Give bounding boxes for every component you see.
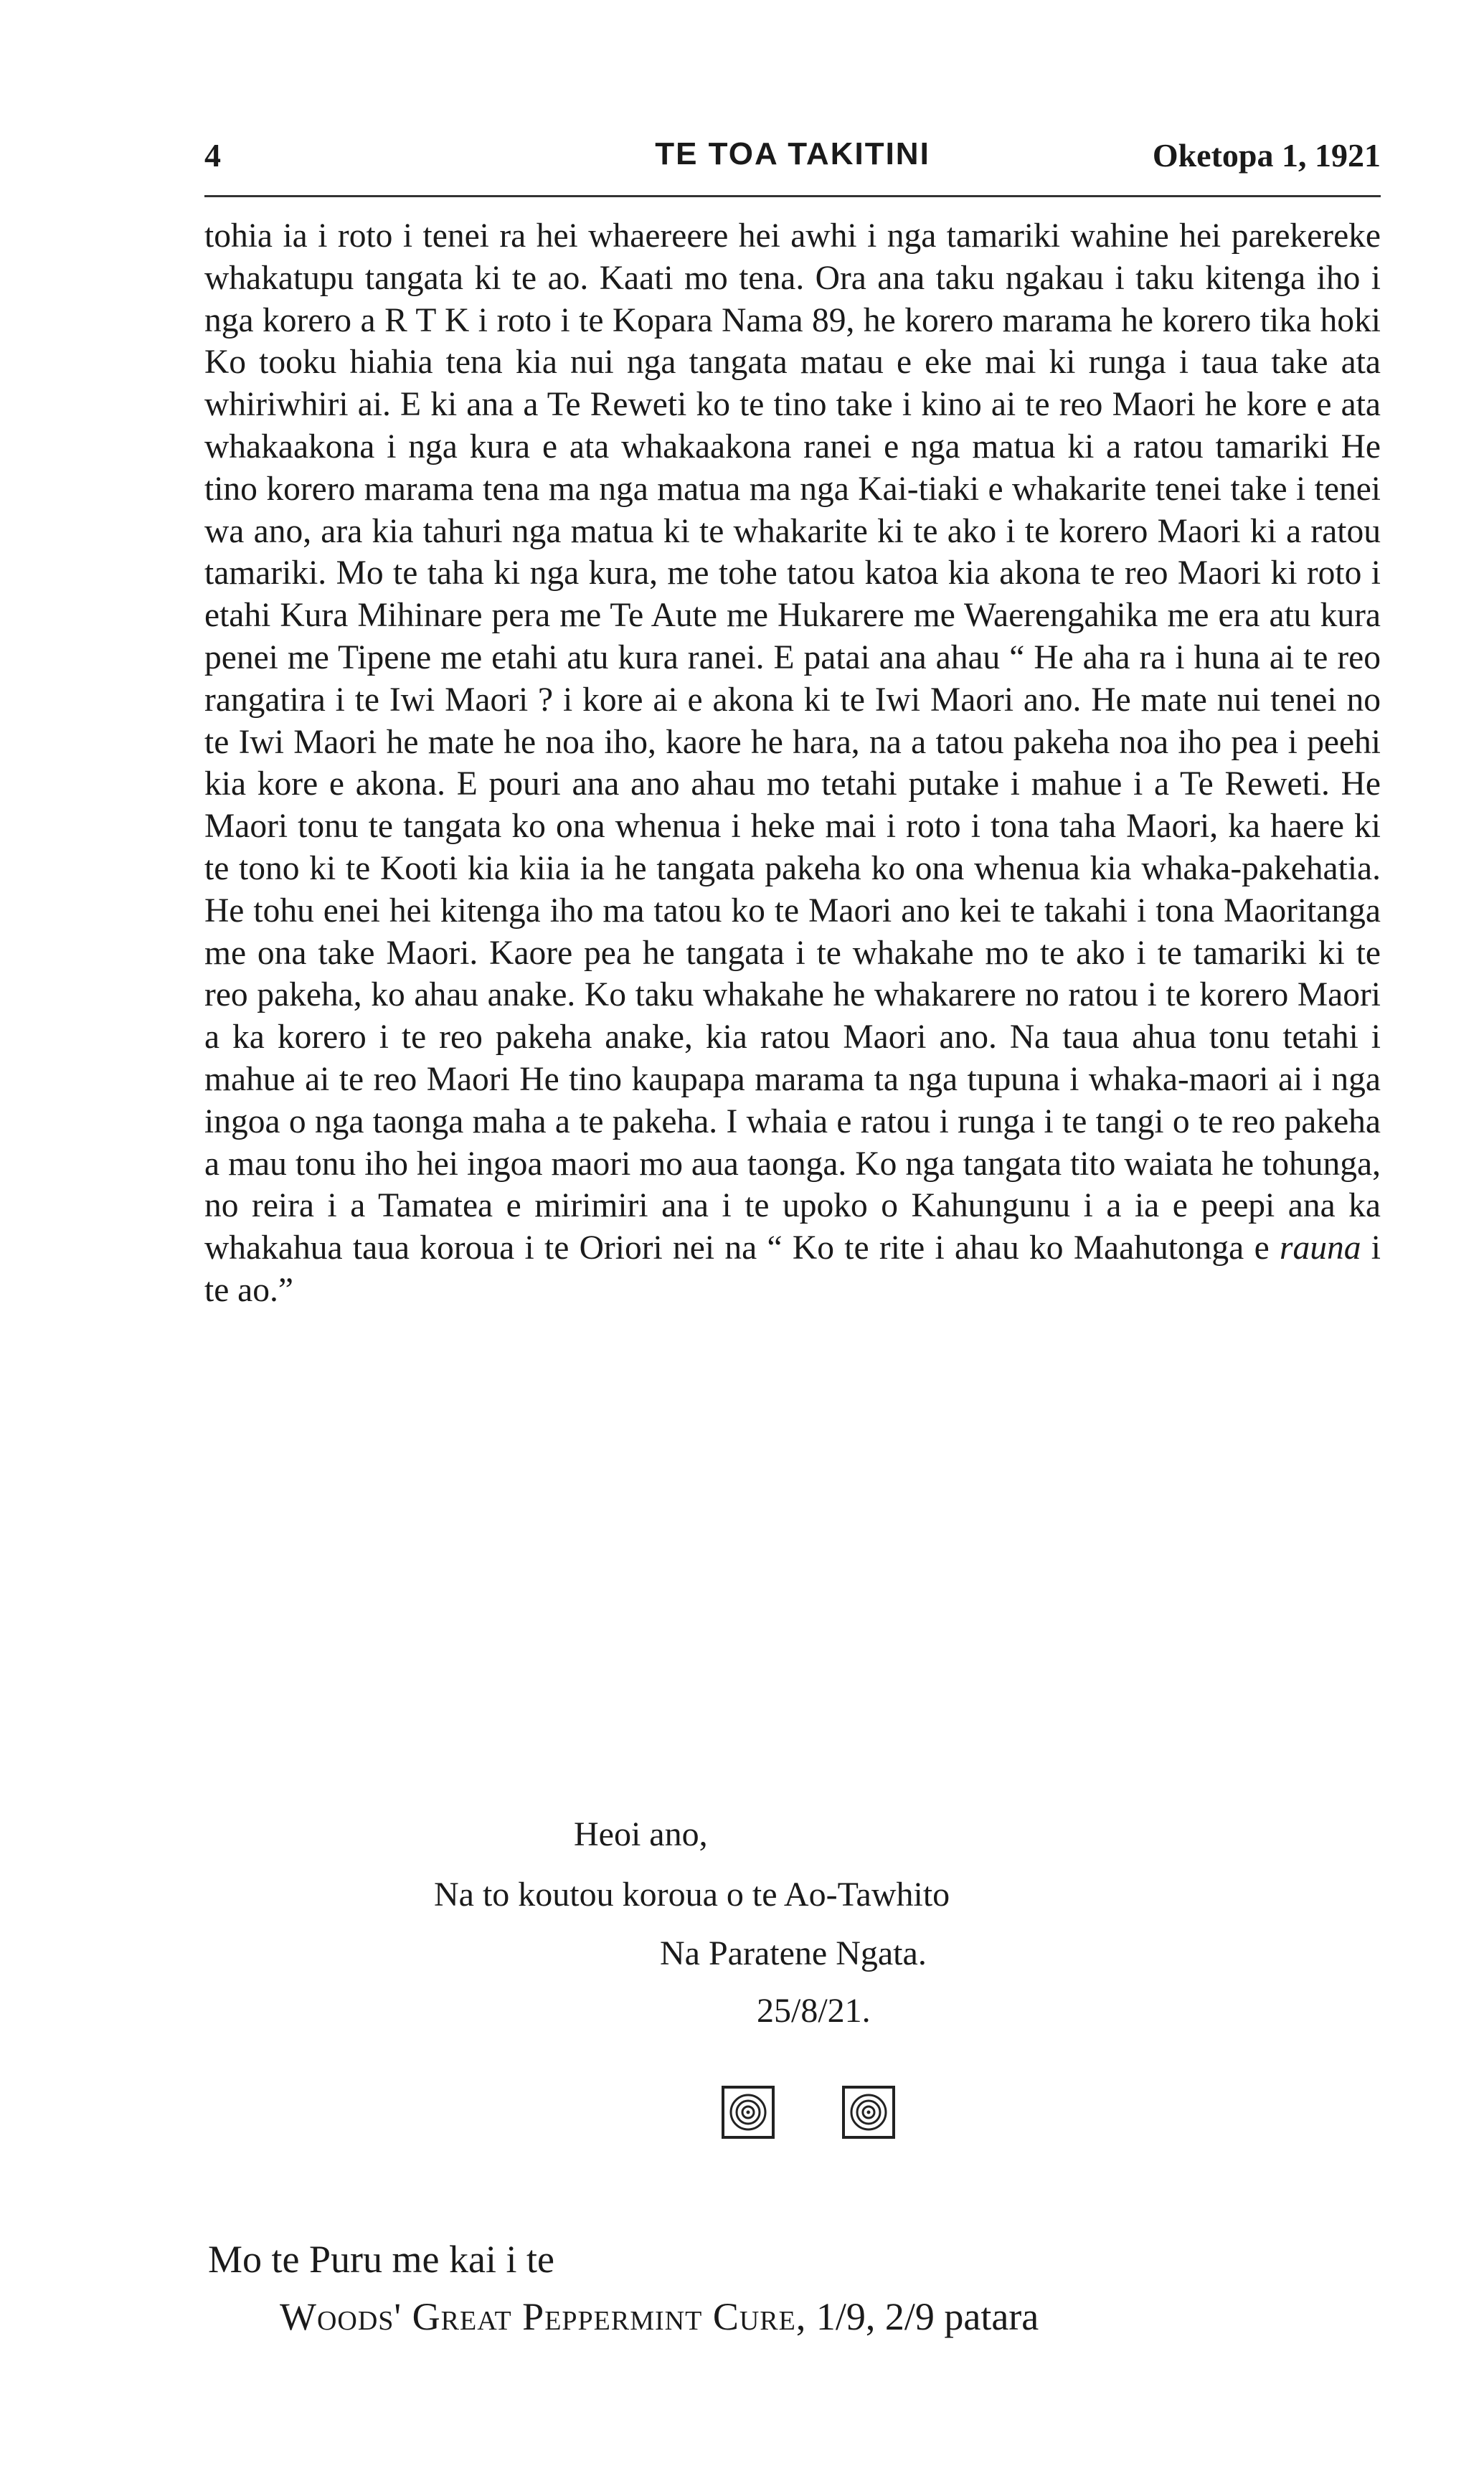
page-header bbox=[204, 136, 1381, 186]
italic-word: rauna bbox=[1279, 1229, 1361, 1267]
page-number: 4 bbox=[204, 137, 221, 174]
closing-line-1: Heoi ano, bbox=[574, 1815, 708, 1853]
closing-line-2: Na to koutou koroua o te Ao-Tawhito bbox=[434, 1876, 950, 1914]
letter-date bbox=[204, 1990, 1484, 2033]
spiral-ornament-icon bbox=[721, 2085, 775, 2140]
closing-salutation bbox=[204, 1813, 1484, 1856]
spiral-ornament-icon bbox=[841, 2085, 896, 2140]
section-ornaments bbox=[721, 2085, 907, 2144]
running-title: TE TOA TAKITINI bbox=[655, 136, 930, 171]
letter-paragraph: tohia ia i roto i tenei ra hei whaereere hei awhi i nga tamariki wahine hei parekereke whakatupu tangata ki te ao. Kaati mo tena. Ora ana taku ngakau i taku kitenga iho i nga korero a R T K i roto i te Kopara Nama 89, he korero marama he korero tika hoki Ko tooku hiahia tena kia nui nga tangata matau e eke mai ki runga i taua take ata whiriwhiri ai. E ki ana a Te Reweti ko te tino take i kino ai te reo Maori he kore e ata whakaakona i nga kura e ata whakaakona ranei e nga matua ki a ratou tamariki He tino korero marama tena ma nga matua ma nga Kai-tiaki e whakarite tenei take i tenei wa ano, ara kia tahuri nga matua ki te whakarite ki te ako i te korero Maori ki a ratou tamariki. Mo te taha ki nga kura, me tohe tatou katoa kia akona te reo Maori ki roto i etahi Kura Mihinare pera me Te Aute me Hukarere me Waerengahika me era atu kura penei me Tipene me etahi atu kura ranei. E patai ana ahau “ He aha ra i huna ai te reo rangatira i te Iwi Maori ? i kore ai e akona ki te Iwi Maori ano. He mate nui tenei no te Iwi Maori he mate he noa iho, kaore he hara, na a tatou pakeha noa iho pea i peehi kia kore e akona. E pouri ana ano ahau mo tetahi putake i mahue i a Te Reweti. He Maori tonu te tangata ko ona whenua i heke mai i roto i tona taha Maori, ka haere ki te tono ki te Kooti kia kiia ia he tangata pakeha ko ona whenua kia whaka-pakehatia. He tohu enei hei kitenga iho ma tatou ko te Maori ano kei te takahi i tona Maoritanga me ona take Maori. Kaore pea he tangata i te whakahe mo te ako i te tamariki ki te reo pakeha, ko ahau anake. Ko taku whakahe he whakarere no ratou i te korero Maori a ka korero i te reo pakeha anake, kia ratou Maori ano. Na taua ahua tonu tetahi i mahue ai te reo Maori He tino kaupapa marama ta nga tupuna i whaka-maori ai i nga ingoa o nga taonga maha a te pakeha. I whaia e ratou i runga i te tangi o te reo pakeha a mau tonu iho hei ingoa maori mo aua taonga. Ko nga tangata tito waiata he tohunga, no reira i a Tamatea e mirimiri ana i te upoko o Kahungunu i a ia e peepi ana ka whakahua taua korouа i te Oriori nei na “ Ko te rite i ahau ko Maahutonga e bbox=[204, 217, 1381, 1267]
issue-date: Oketopa 1, 1921 bbox=[1152, 137, 1381, 174]
letter-paragraph-end: i te ao.” bbox=[204, 1229, 1381, 1309]
date-line: 25/8/21. bbox=[757, 1992, 871, 2030]
signature bbox=[204, 1932, 1484, 1975]
letter-body bbox=[204, 215, 1381, 1312]
header-rule bbox=[204, 195, 1381, 197]
signature-name: Na Paratene Ngata. bbox=[660, 1934, 927, 1972]
product-name: Woods' Great Peppermint Cure, bbox=[280, 2295, 807, 2338]
advert-product-line bbox=[208, 2288, 1399, 2345]
closing-from bbox=[204, 1873, 1484, 1916]
advertisement bbox=[208, 2231, 1399, 2345]
product-prices: 1/9, 2/9 patara bbox=[806, 2295, 1039, 2338]
advert-intro: Mo te Puru me kai i te bbox=[208, 2238, 554, 2281]
